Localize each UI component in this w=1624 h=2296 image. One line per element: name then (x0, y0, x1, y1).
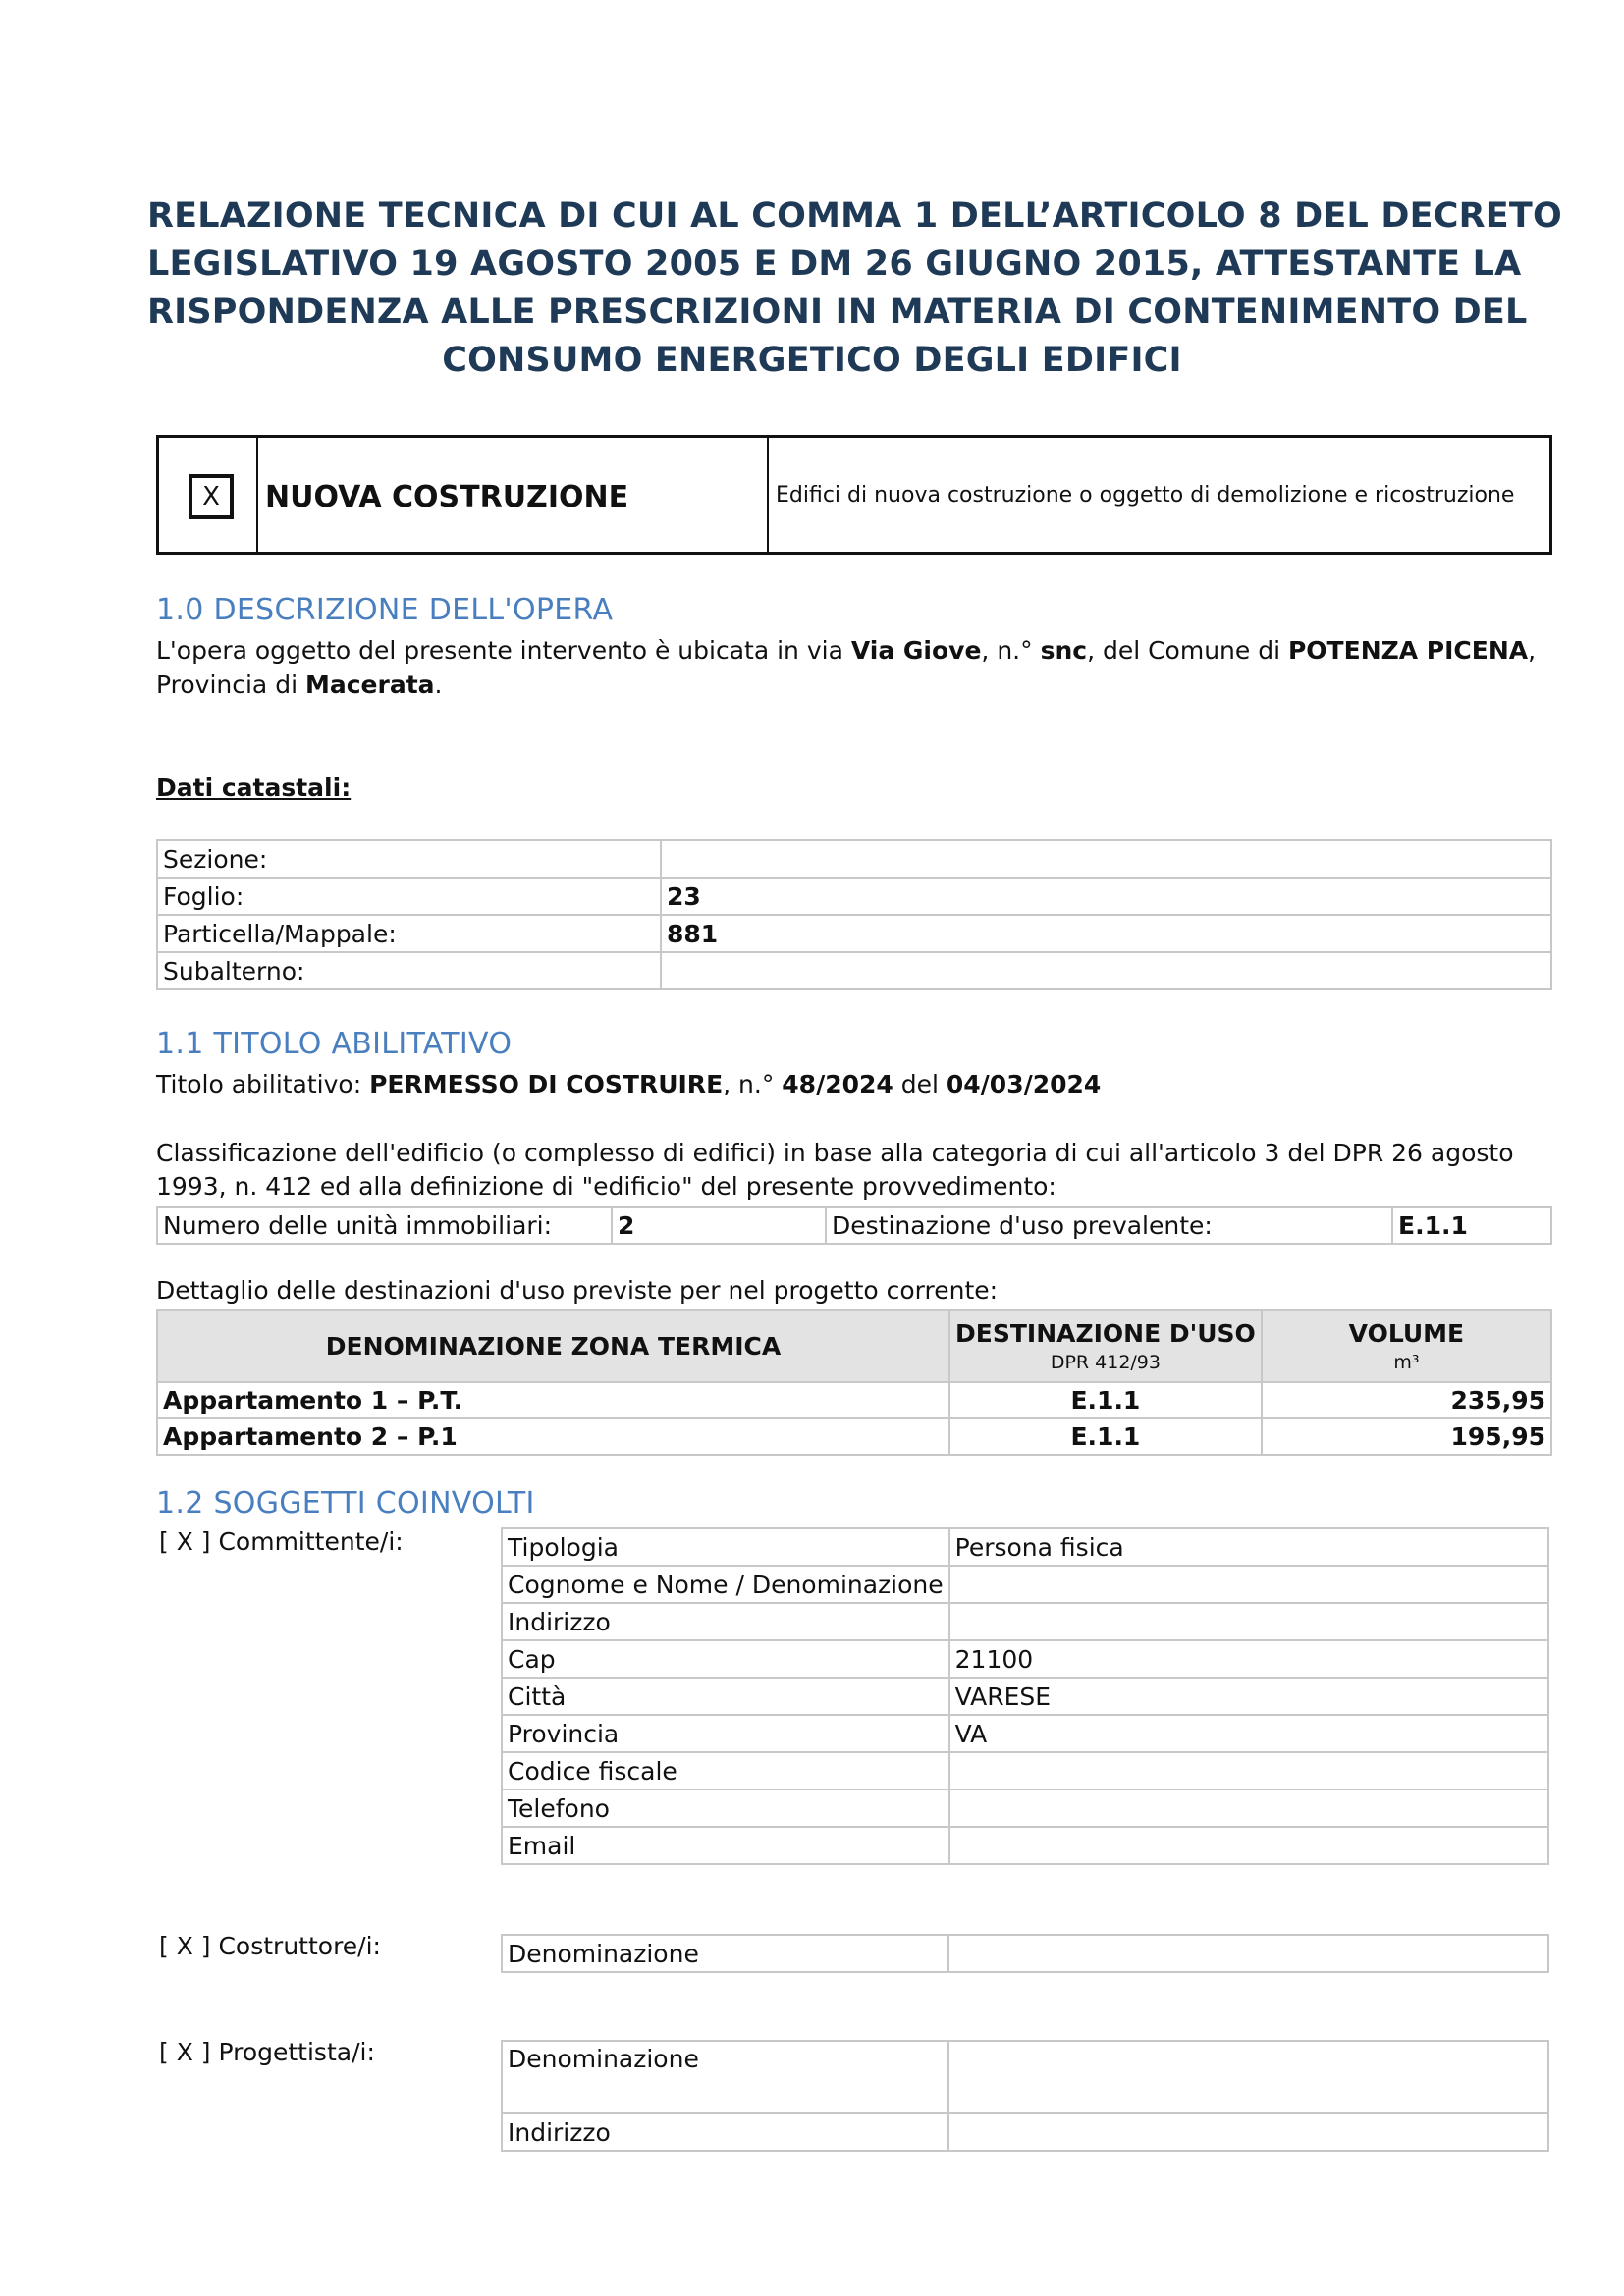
field-label: Indirizzo (502, 2113, 948, 2151)
table-row (157, 1207, 1551, 1244)
table-row (157, 878, 1551, 915)
header-text: DESTINAZIONE D'USO (955, 1319, 1256, 1348)
location-paragraph (156, 633, 1536, 667)
field-label: Cap (502, 1640, 949, 1678)
units-table (156, 1206, 1552, 1245)
field-value (949, 1603, 1548, 1640)
field-value (948, 2041, 1548, 2113)
text: Titolo abilitativo: (156, 1070, 370, 1098)
field-label: Indirizzo (502, 1603, 949, 1640)
header-subtext: m³ (1393, 1352, 1420, 1373)
permit-date-value: 04/03/2024 (946, 1070, 1102, 1098)
zone-name-header: DENOMINAZIONE ZONA TERMICA (157, 1310, 949, 1382)
text: del (893, 1070, 947, 1098)
field-value (949, 1789, 1548, 1827)
cadastral-label: Sezione: (157, 840, 661, 878)
field-value (949, 1566, 1548, 1603)
text: , n.° (981, 636, 1041, 665)
field-label: Telefono (502, 1789, 949, 1827)
field-label: Città (502, 1678, 949, 1715)
progettista-table (501, 2040, 1549, 2152)
committente-label: [ X ] Committente/i: (159, 1527, 404, 1556)
field-label: Tipologia (502, 1528, 949, 1566)
table-row (502, 1752, 1548, 1789)
table-row (157, 952, 1551, 989)
costruttore-table (501, 1934, 1549, 1973)
province-paragraph (156, 667, 442, 702)
intervention-type-box (156, 435, 1552, 555)
table-row (502, 1789, 1548, 1827)
table-row (502, 1566, 1548, 1603)
title-line: CONSUMO ENERGETICO DEGLI EDIFICI (442, 341, 1182, 380)
table-row (157, 1382, 1551, 1418)
zone-volume-header (1262, 1310, 1551, 1382)
intervention-checkbox[interactable]: X (189, 474, 234, 519)
section-heading-titolo: 1.1 TITOLO ABILITATIVO (156, 1027, 513, 1061)
field-value (948, 2113, 1548, 2151)
street-number-value: snc (1040, 636, 1088, 665)
table-header-row (157, 1310, 1551, 1382)
field-value (948, 1935, 1548, 1972)
field-value: VARESE (949, 1678, 1548, 1715)
title-line: RELAZIONE TECNICA DI CUI AL COMMA 1 DELL’ARTICOLO 8 DEL DECRETO (147, 196, 1562, 236)
municipality-value: POTENZA PICENA (1287, 636, 1529, 665)
field-value: VA (949, 1715, 1548, 1752)
cadastral-label: Foglio: (157, 878, 661, 915)
section-heading-soggetti: 1.2 SOGGETTI COINVOLTI (156, 1486, 535, 1521)
field-label: Email (502, 1827, 949, 1864)
table-row (157, 915, 1551, 952)
units-label: Numero delle unità immobiliari: (157, 1207, 612, 1244)
text: Provincia di (156, 670, 305, 699)
cadastral-value (661, 952, 1551, 989)
title-line: LEGISLATIVO 19 AGOSTO 2005 E DM 26 GIUGNO 2015, ATTESTANTE LA (147, 244, 1522, 284)
zone-volume: 195,95 (1262, 1418, 1551, 1455)
thermal-zones-table (156, 1309, 1552, 1456)
header-subtext: DPR 412/93 (1050, 1352, 1161, 1373)
intervention-name: NUOVA COSTRUZIONE (258, 438, 769, 552)
cadastral-table (156, 839, 1552, 990)
field-value (949, 1827, 1548, 1864)
table-row (502, 1640, 1548, 1678)
table-row (502, 1827, 1548, 1864)
use-label: Destinazione d'uso prevalente: (826, 1207, 1392, 1244)
table-row (157, 1418, 1551, 1455)
use-value: E.1.1 (1392, 1207, 1551, 1244)
cadastral-label: Subalterno: (157, 952, 661, 989)
province-value: Macerata (304, 670, 435, 699)
document-title (147, 192, 1562, 385)
detail-line: Dettaglio delle destinazioni d'uso previste per nel progetto corrente: (156, 1276, 999, 1305)
field-value: Persona fisica (949, 1528, 1548, 1566)
table-row (502, 1935, 1548, 1972)
costruttore-label: [ X ] Costruttore/i: (159, 1932, 381, 1960)
field-label: Cognome e Nome / Denominazione (502, 1566, 949, 1603)
cadastral-value: 23 (661, 878, 1551, 915)
table-row (502, 1678, 1548, 1715)
cadastral-label: Particella/Mappale: (157, 915, 661, 952)
units-value: 2 (612, 1207, 826, 1244)
cadastral-value (661, 840, 1551, 878)
field-value: 21100 (949, 1640, 1548, 1678)
permit-paragraph (156, 1067, 1101, 1101)
classification-line: Classificazione dell'edificio (o complesso di edifici) in base alla categoria di cui all'articolo 3 del DPR 26 agosto (156, 1139, 1514, 1167)
field-value (949, 1752, 1548, 1789)
zone-use: E.1.1 (949, 1382, 1262, 1418)
zone-name: Appartamento 2 – P.1 (157, 1418, 949, 1455)
table-row (502, 2041, 1548, 2113)
section-heading-descrizione: 1.0 DESCRIZIONE DELL'OPERA (156, 593, 614, 627)
text: . (434, 670, 443, 699)
header-text: VOLUME (1348, 1319, 1465, 1348)
text: , (1528, 636, 1537, 665)
cadastral-title: Dati catastali: (156, 774, 352, 802)
table-row (502, 1715, 1548, 1752)
title-line: RISPONDENZA ALLE PRESCRIZIONI IN MATERIA DI CONTENIMENTO DEL (147, 293, 1528, 332)
zone-use: E.1.1 (949, 1418, 1262, 1455)
text: , del Comune di (1087, 636, 1288, 665)
zone-name: Appartamento 1 – P.T. (157, 1382, 949, 1418)
field-label: Denominazione (502, 1935, 948, 1972)
intervention-description: Edifici di nuova costruzione o oggetto di demolizione e ricostruzione (776, 483, 1515, 507)
permit-number-value: 48/2024 (782, 1070, 893, 1098)
field-label: Codice fiscale (502, 1752, 949, 1789)
table-row (502, 1528, 1548, 1566)
permit-type-value: PERMESSO DI COSTRUIRE (369, 1070, 724, 1098)
text: , n.° (723, 1070, 783, 1098)
table-row (502, 2113, 1548, 2151)
zone-use-header (949, 1310, 1262, 1382)
zone-volume: 235,95 (1262, 1382, 1551, 1418)
field-label: Provincia (502, 1715, 949, 1752)
table-row (502, 1603, 1548, 1640)
committente-table (501, 1527, 1549, 1865)
progettista-label: [ X ] Progettista/i: (159, 2038, 375, 2066)
cadastral-value: 881 (661, 915, 1551, 952)
classification-line: 1993, n. 412 ed alla definizione di "edificio" del presente provvedimento: (156, 1172, 1056, 1201)
field-label: Denominazione (502, 2041, 948, 2113)
table-row (157, 840, 1551, 878)
text: L'opera oggetto del presente intervento è ubicata in via (156, 636, 851, 665)
street-value: Via Giove (850, 636, 982, 665)
